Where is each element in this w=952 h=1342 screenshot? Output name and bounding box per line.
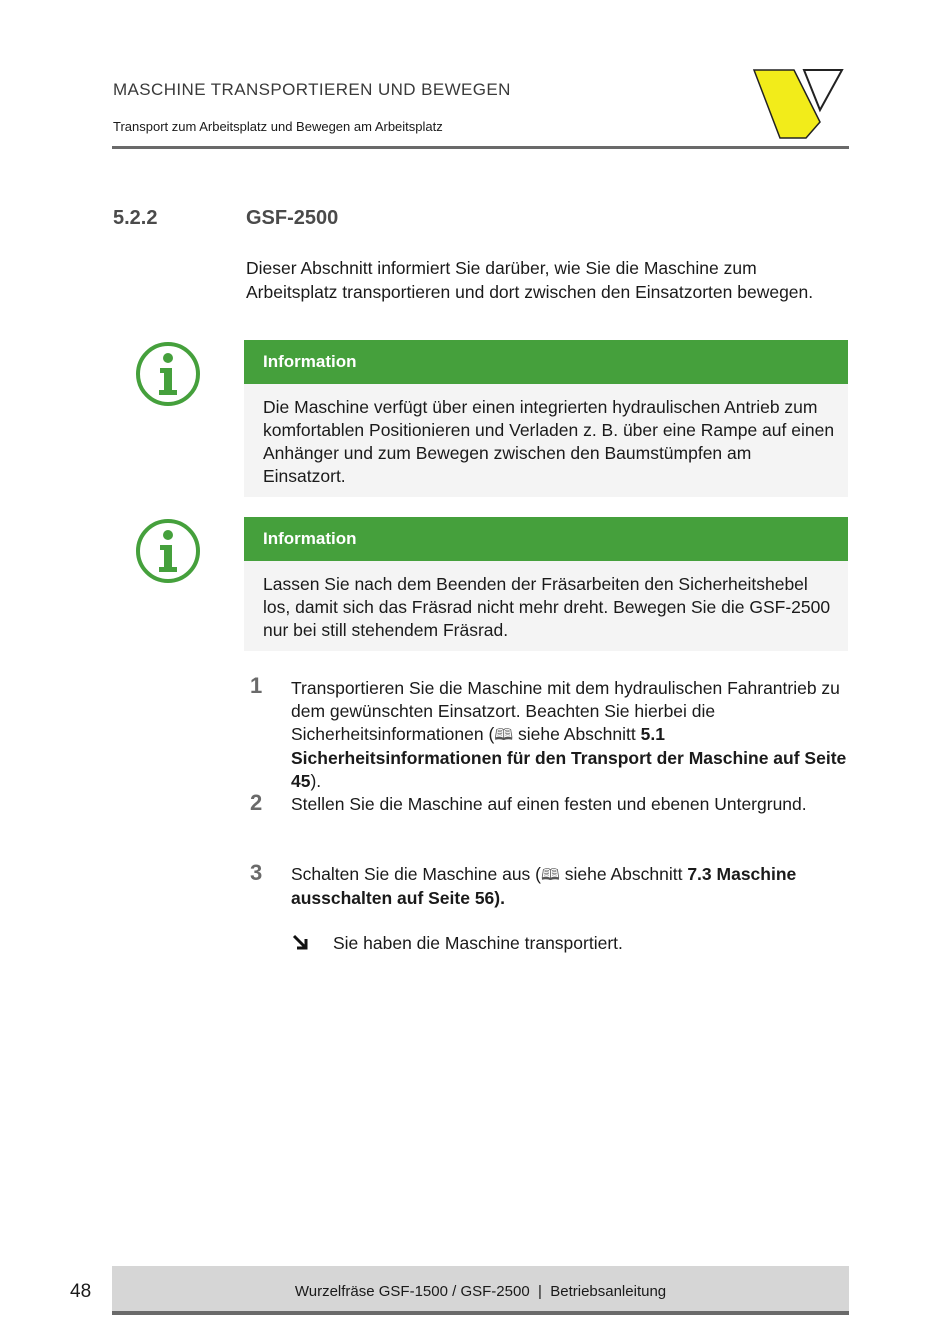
- section-title: GSF-2500: [246, 207, 339, 229]
- step-number: 3: [250, 860, 263, 885]
- arrow-down-right-icon: [291, 933, 309, 951]
- step-text: Schalten Sie die Maschine aus (🕮 siehe Abschnitt 7.3 Maschine ausschalten auf Seite 56).: [291, 864, 797, 908]
- result-text: Sie haben die Maschine transportiert.: [333, 933, 623, 953]
- page-number: 48: [70, 1281, 92, 1302]
- header-divider: [112, 146, 849, 149]
- step-text: Stellen Sie die Maschine auf einen festen und ebenen Untergrund.: [291, 794, 807, 814]
- info-box-heading: Information: [244, 340, 848, 384]
- cross-reference-link[interactable]: 5.1 Sicherheitsinformationen für den Transport der Maschine auf Seite 45: [291, 724, 847, 791]
- info-box-text: Lassen Sie nach dem Beenden der Fräsarbeiten den Sicherheitshebel los, damit sich das Fräsrad nicht mehr dreht. Bewegen Sie die GSF-2500 nur bei still stehendem Fräsrad.: [244, 561, 848, 651]
- chapter-subtitle: Transport zum Arbeitsplatz und Bewegen am Arbeitsplatz: [113, 119, 443, 134]
- info-box-text: Die Maschine verfügt über einen integrierten hydraulischen Antrieb zum komfortablen Positionieren und Verladen z. B. über eine Rampe auf einen Anhänger und zum Bewegen zwischen den Baumstümpfen am Einsatzort.: [244, 384, 848, 497]
- info-icon: [134, 517, 202, 585]
- cross-reference-link[interactable]: 7.3 Maschine ausschalten auf Seite 56).: [291, 864, 797, 908]
- chapter-title: MASCHINE TRANSPORTIEREN UND BEWEGEN: [113, 80, 511, 99]
- step-text: Transportieren Sie die Maschine mit dem hydraulischen Fahrantrieb zu dem gewünschten Einsatzort. Beachten Sie hierbei die Sicherheitsinformationen (🕮 siehe Abschnitt 5.1 Sicherheitsinformationen für den Transport der Maschine auf Seite 45).: [291, 678, 847, 791]
- info-box-heading: Information: [244, 517, 848, 561]
- brand-logo: [750, 66, 846, 142]
- book-icon: 🕮: [494, 727, 514, 744]
- book-icon: 🕮: [541, 867, 560, 884]
- footer-text: Wurzelfräse GSF-1500 / GSF-2500 | Betriebsanleitung: [294, 1283, 667, 1300]
- section-number: 5.2.2: [113, 207, 158, 229]
- section-intro: Dieser Abschnitt informiert Sie darüber, wie Sie die Maschine zum Arbeitsplatz transportieren und dort zwischen den Einsatzorten bewegen.: [246, 258, 814, 302]
- footer-divider: [112, 1311, 849, 1315]
- step-number: 1: [250, 673, 263, 698]
- step-number: 2: [250, 790, 263, 815]
- info-icon: [134, 340, 202, 408]
